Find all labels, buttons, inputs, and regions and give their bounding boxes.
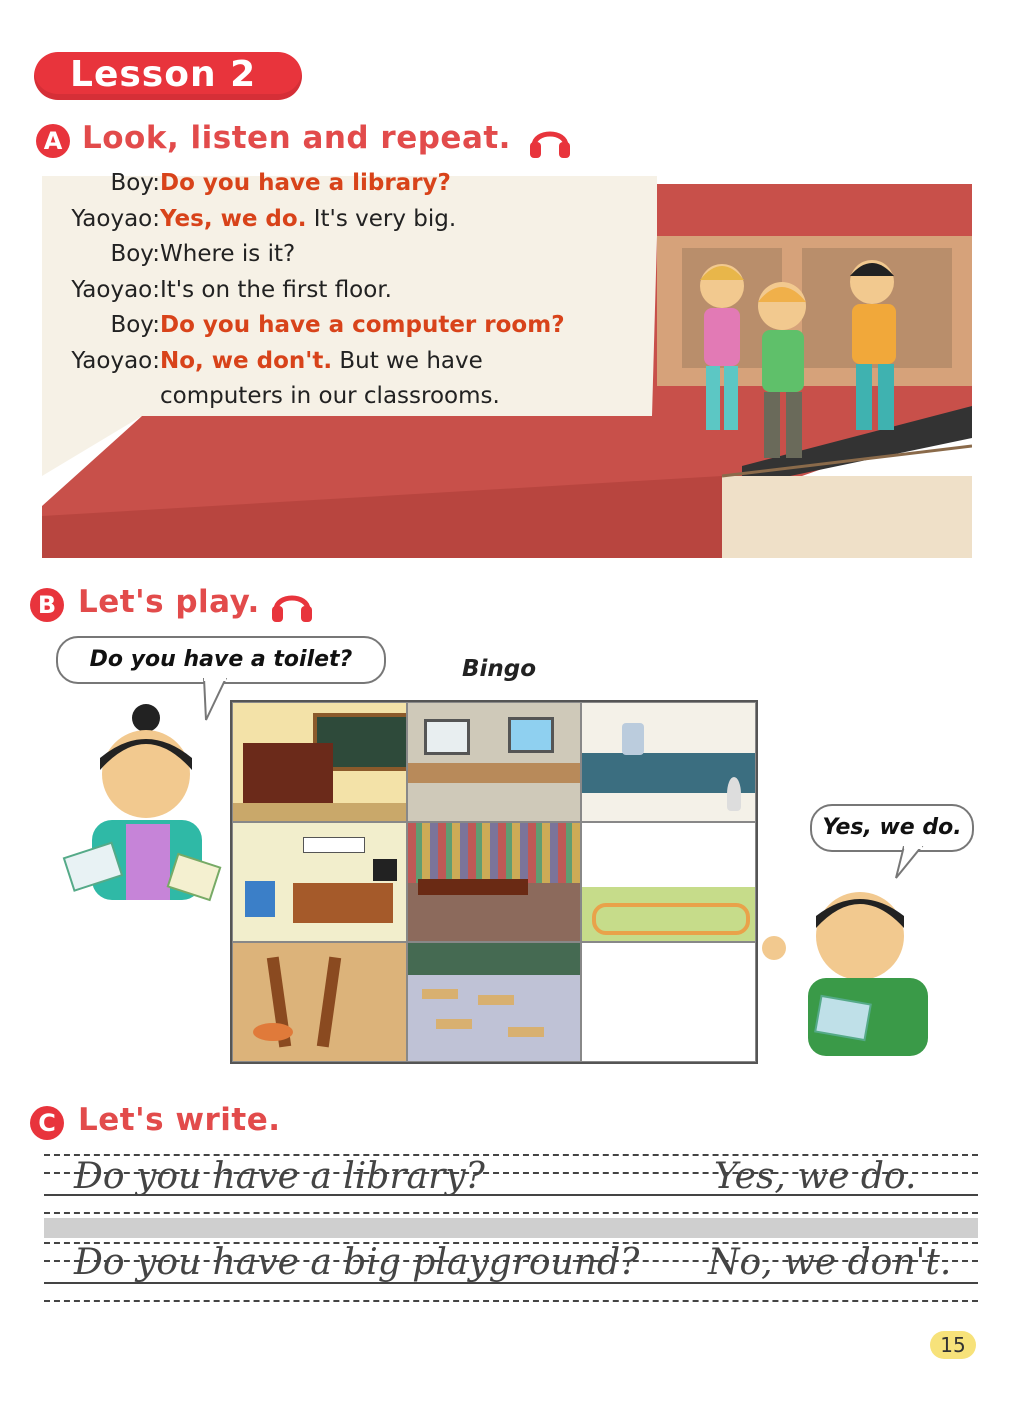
bingo-cell-computer-room[interactable]	[407, 702, 582, 822]
bingo-cell-playground[interactable]	[581, 822, 756, 942]
section-c-title: Let's write.	[78, 1102, 281, 1138]
writing-line-1	[44, 1152, 978, 1214]
section-c-badge: C	[30, 1106, 64, 1140]
dialogue-line	[40, 348, 483, 374]
lesson-title: Lesson 2	[70, 54, 257, 95]
girl-speech-bubble: Do you have a toilet?	[56, 636, 386, 684]
write-question-1: Do you have a library?	[74, 1156, 485, 1197]
dialogue-line	[40, 206, 456, 232]
page-number: 15	[930, 1331, 976, 1359]
girl-with-card-illustration	[62, 700, 232, 910]
dialogue-line	[40, 277, 392, 303]
section-a-badge: A	[36, 124, 70, 158]
bingo-cell-science-lab[interactable]	[581, 702, 756, 822]
dialogue-speaker: Boy:	[110, 241, 160, 267]
dialogue-key-phrase: No, we don't.	[160, 347, 333, 374]
dialogue-line	[40, 383, 500, 409]
dialogue-speaker: Yaoyao:	[71, 276, 160, 303]
bingo-grid	[230, 700, 758, 1064]
dialogue-text: computers in our classrooms.	[160, 383, 500, 409]
bingo-cell-music-room[interactable]	[232, 702, 407, 822]
dialogue-line	[40, 241, 295, 267]
headphones-icon[interactable]	[270, 584, 314, 624]
boy-speech-bubble: Yes, we do.	[810, 804, 974, 852]
bingo-cell-classroom[interactable]	[407, 942, 582, 1062]
section-a-title: Look, listen and repeat.	[82, 120, 511, 156]
bingo-label: Bingo	[462, 656, 537, 682]
dialogue-line	[40, 170, 451, 196]
bingo-cell-office[interactable]	[232, 822, 407, 942]
bingo-cell-library[interactable]	[407, 822, 582, 942]
write-answer-2: No, we don't.	[708, 1242, 952, 1283]
dialogue-text: But we have	[332, 347, 483, 374]
headphones-icon[interactable]	[528, 120, 572, 160]
dialogue-key-phrase: Do you have a library?	[160, 170, 451, 196]
dialogue-speaker: Yaoyao:	[71, 205, 160, 232]
dialogue-text: It's very big.	[306, 205, 457, 232]
dialogue-line	[40, 312, 565, 338]
dialogue-speaker: Boy:	[110, 170, 160, 196]
dialogue-text: Where is it?	[160, 241, 296, 267]
section-b-badge: B	[30, 588, 64, 622]
bingo-cell-art-room[interactable]	[232, 942, 407, 1062]
dialogue-key-phrase: Yes, we do.	[160, 205, 307, 232]
divider-band	[44, 1218, 978, 1238]
write-answer-1: Yes, we do.	[714, 1156, 917, 1197]
bubble-tail	[894, 846, 926, 880]
dialogue-key-phrase: Do you have a computer room?	[160, 312, 565, 338]
dialogue-speaker: Boy:	[110, 312, 160, 338]
dialogue-text: It's on the first floor.	[160, 276, 392, 303]
bingo-cell-empty[interactable]	[581, 942, 756, 1062]
writing-line-2	[44, 1240, 978, 1302]
boy-with-card-illustration	[760, 880, 940, 1060]
dialogue-speaker: Yaoyao:	[71, 347, 160, 374]
write-question-2: Do you have a big playground?	[74, 1242, 640, 1283]
section-b-title: Let's play.	[78, 584, 260, 620]
